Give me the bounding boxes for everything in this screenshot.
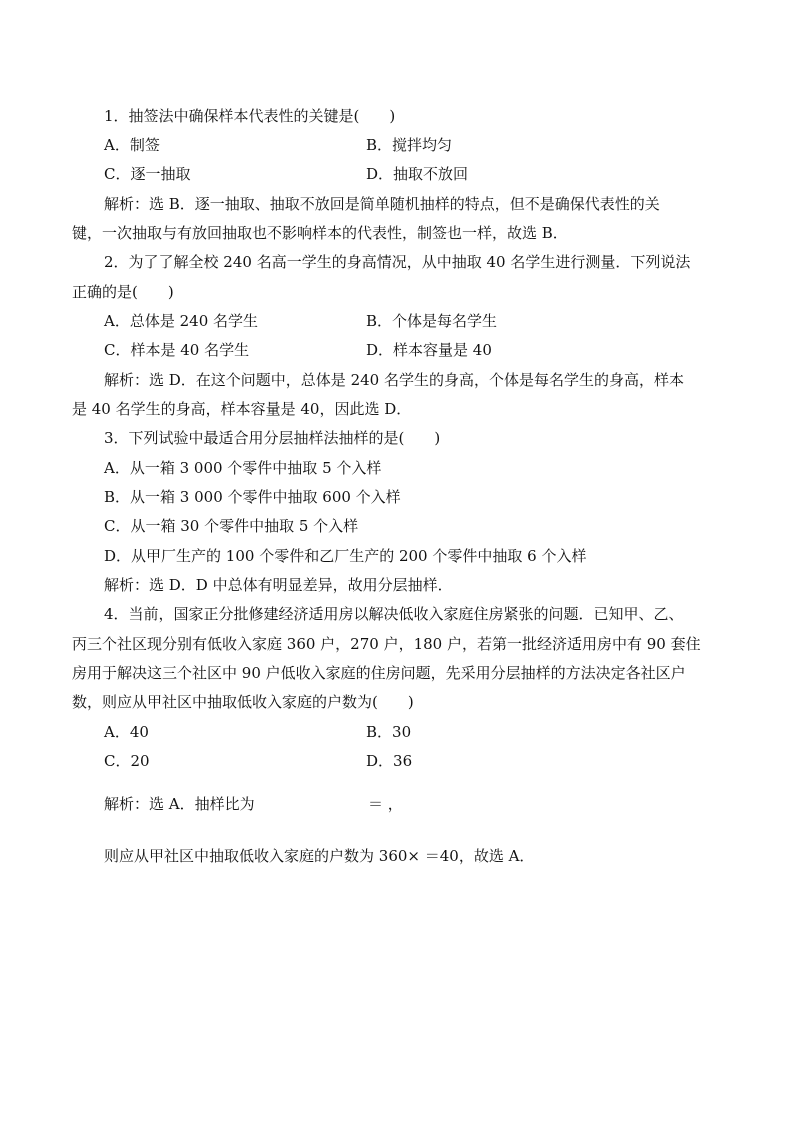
q3-option-a: A．从一箱 3 000 个零件中抽取 5 个入样 [104, 459, 382, 477]
q2-solution-line1: 解析：选 D．在这个问题中，总体是 240 名学生的身高，个体是每名学生的身高，样本 [104, 371, 684, 389]
q2-stem-line2: 正确的是( ) [72, 283, 174, 301]
q2-stem-line1: 2．为了了解全校 240 名高一学生的身高情况，从中抽取 40 名学生进行测量．下列说法 [104, 253, 691, 271]
q2-option-a: A．总体是 240 名学生 [104, 312, 258, 330]
q1-option-b: B．搅拌均匀 [366, 136, 453, 154]
q2-option-c: C．样本是 40 名学生 [104, 341, 250, 359]
q2-solution-line2: 是 40 名学生的身高，样本容量是 40，因此选 D． [72, 400, 412, 418]
q3-solution: 解析：选 D．D 中总体有明显差异，故用分层抽样． [104, 576, 453, 594]
q1-option-a: A．制签 [104, 136, 160, 154]
q4-option-d: D．36 [366, 752, 413, 770]
q2-option-b: B．个体是每名学生 [366, 312, 498, 330]
q2-option-d: D．样本容量是 40 [366, 341, 492, 359]
q4-stem-line3: 房用于解决这三个社区中 90 户低收入家庭的住房问题，先采用分层抽样的方法决定各社区户 [72, 664, 686, 682]
q4-option-c: C．20 [104, 752, 150, 770]
q4-stem-line1: 4．当前，国家正分批修建经济适用房以解决低收入家庭住房紧张的问题．已知甲、乙、 [104, 605, 684, 623]
q3-option-c: C．从一箱 30 个零件中抽取 5 个入样 [104, 517, 359, 535]
q1-solution-line1: 解析：选 B．逐一抽取、抽取不放回是简单随机抽样的特点，但不是确保代表性的关 [104, 195, 660, 213]
q1-stem: 1．抽签法中确保样本代表性的关键是( ) [104, 107, 396, 125]
q1-option-d: D．抽取不放回 [366, 165, 469, 183]
q1-solution-line2: 键，一次抽取与有放回抽取也不影响样本的代表性，制签也一样，故选 B． [72, 224, 568, 242]
q4-solution-line1-end: ＝ ， [368, 795, 403, 813]
q4-stem-line2: 丙三个社区现分别有低收入家庭 360 户，270 户，180 户，若第一批经济适用房中有 90 套住 [72, 635, 701, 653]
q4-option-a: A．40 [104, 723, 149, 741]
q4-stem-line4: 数，则应从甲社区中抽取低收入家庭的户数为( ) [72, 693, 414, 711]
q4-option-b: B．30 [366, 723, 412, 741]
q4-solution-line1-start: 解析：选 A．抽样比为 [104, 795, 255, 813]
q3-option-b: B．从一箱 3 000 个零件中抽取 600 个入样 [104, 488, 401, 506]
q3-option-d: D．从甲厂生产的 100 个零件和乙厂生产的 200 个零件中抽取 6 个入样 [104, 547, 587, 565]
q1-option-c: C．逐一抽取 [104, 165, 191, 183]
q3-stem: 3．下列试验中最适合用分层抽样法抽样的是( ) [104, 429, 441, 447]
q4-solution-line2: 则应从甲社区中抽取低收入家庭的户数为 360× ＝40，故选 A． [104, 847, 535, 865]
